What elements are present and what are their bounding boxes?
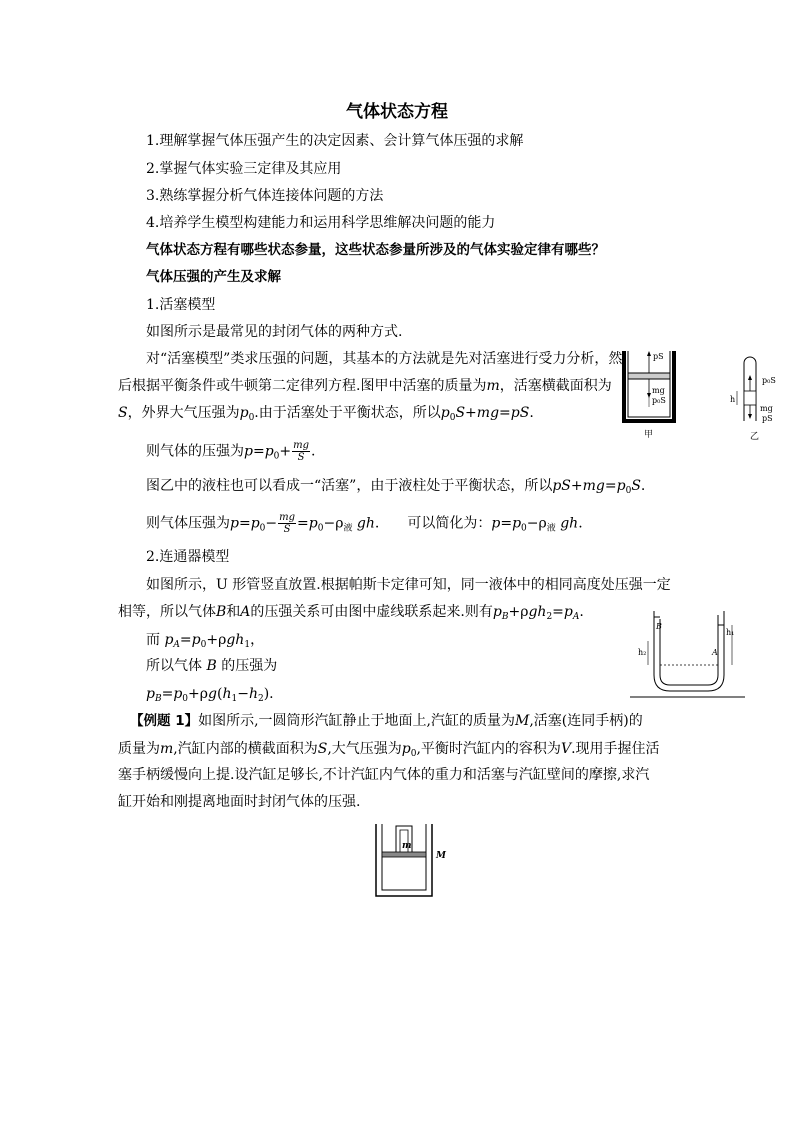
piston-heading: 1.活塞模型 xyxy=(146,297,216,313)
example-text-3: 塞手柄缓慢向上提.设汽缸足够长,不计汽缸内气体的重力和活塞与汽缸壁间的摩擦,求汽 xyxy=(118,767,650,783)
piston-intro: 如图所示是最常见的封闭气体的两种方式. xyxy=(146,324,403,340)
label-yi: 乙 xyxy=(750,432,760,442)
label-ps-yi: pS xyxy=(762,414,773,423)
page-title: 气体状态方程 xyxy=(346,102,448,122)
example-text-4: 缸开始和刚提离地面时封闭气体的压强. xyxy=(118,794,361,810)
figure-u-tube xyxy=(630,605,745,703)
label-h2: h₂ xyxy=(638,648,647,657)
goal-2: 2.掌握气体实验三定律及其应用 xyxy=(146,161,342,177)
formula-piston-yi: 则气体压强为$p=p_0-$ $\frac{mg}{S}$ $=p_0-\rho_液$ gh. 可以简化为：$p=p_0-\rho_液$ gh. xyxy=(146,512,583,535)
label-h1: h₁ xyxy=(726,628,735,637)
utube-formula-pa: 而 $p_A=p_0+\rho gh_1$， xyxy=(146,632,265,650)
utube-heading: 2.连通器模型 xyxy=(146,549,230,565)
goal-1: 1.理解掌握气体压强产生的决定因素、会计算气体压强的求解 xyxy=(146,133,524,149)
figure-piston-jia xyxy=(618,345,678,445)
label-jia: 甲 xyxy=(644,430,654,440)
label-p0s-yi: p₀S xyxy=(762,376,776,385)
utube-text-2: 相等，所以气体B和A的压强关系可由图中虚线联系起来.则有$p_B+\rho gh_2=p_A$. xyxy=(118,604,584,622)
label-mg: mg xyxy=(652,386,665,395)
figure-tube-yi xyxy=(732,355,787,445)
label-h: h xyxy=(730,395,736,404)
label-a: A xyxy=(712,648,718,657)
piston-text-5: 图乙中的液柱也可以看成一“活塞”，由于液柱处于平衡状态，所以$pS+mg=p_0S$. xyxy=(146,478,646,496)
figure-cylinder-example xyxy=(372,822,452,900)
utube-text-1: 如图所示，U 形管竖直放置.根据帕斯卡定律可知，同一液体中的相同高度处压强一定 xyxy=(146,577,671,593)
label-mg-yi: mg xyxy=(760,404,773,413)
piston-text-1: 对“活塞模型”类求压强的问题，其基本的方法就是先对活塞进行受力分析，然 xyxy=(146,351,623,367)
label-b: B xyxy=(656,622,662,631)
goal-3: 3.熟练掌握分析气体连接体问题的方法 xyxy=(146,188,384,204)
piston-text-3: S，外界大气压强为$p_0$.由于活塞处于平衡状态，所以$p_0S+mg=pS$. xyxy=(118,405,534,423)
formula-piston-jia: 则气体的压强为$p=p_0+$ $\frac{mg}{S}$ . xyxy=(146,440,316,463)
label-m: m xyxy=(402,841,412,851)
fraction-mg-over-s-2: $\frac{mg}{S}$ xyxy=(279,512,296,535)
label-cap-m: M xyxy=(436,851,446,861)
goal-4: 4.培养学生模型构建能力和运用科学思维解决问题的能力 xyxy=(146,215,496,231)
label-ps: pS xyxy=(653,352,664,361)
example-text-2: 质量为m,汽缸内部的横截面积为S,大气压强为$p_0$,平衡时汽缸内的容积为V.现用手握住活 xyxy=(118,741,660,759)
example-text-1: 【例题 1】如图所示,一圆筒形汽缸静止于地面上,汽缸的质量为M,活塞(连同手柄)的 xyxy=(130,713,643,729)
piston-text-2: 后根据平衡条件或牛顿第二定律列方程.图甲中活塞的质量为m，活塞横截面积为 xyxy=(118,378,612,394)
fraction-mg-over-s: $\frac{mg}{S}$ xyxy=(293,440,310,463)
guiding-question: 气体状态方程有哪些状态参量，这些状态参量所涉及的气体实验定律有哪些？ xyxy=(146,242,605,258)
utube-text-4: 所以气体 B 的压强为 xyxy=(146,658,278,674)
section-heading: 气体压强的产生及求解 xyxy=(146,269,281,285)
label-p0s: p₀S xyxy=(652,396,666,405)
utube-formula-pb: $p_B=p_0+\rho g(h_1-h_2)$. xyxy=(146,686,274,704)
